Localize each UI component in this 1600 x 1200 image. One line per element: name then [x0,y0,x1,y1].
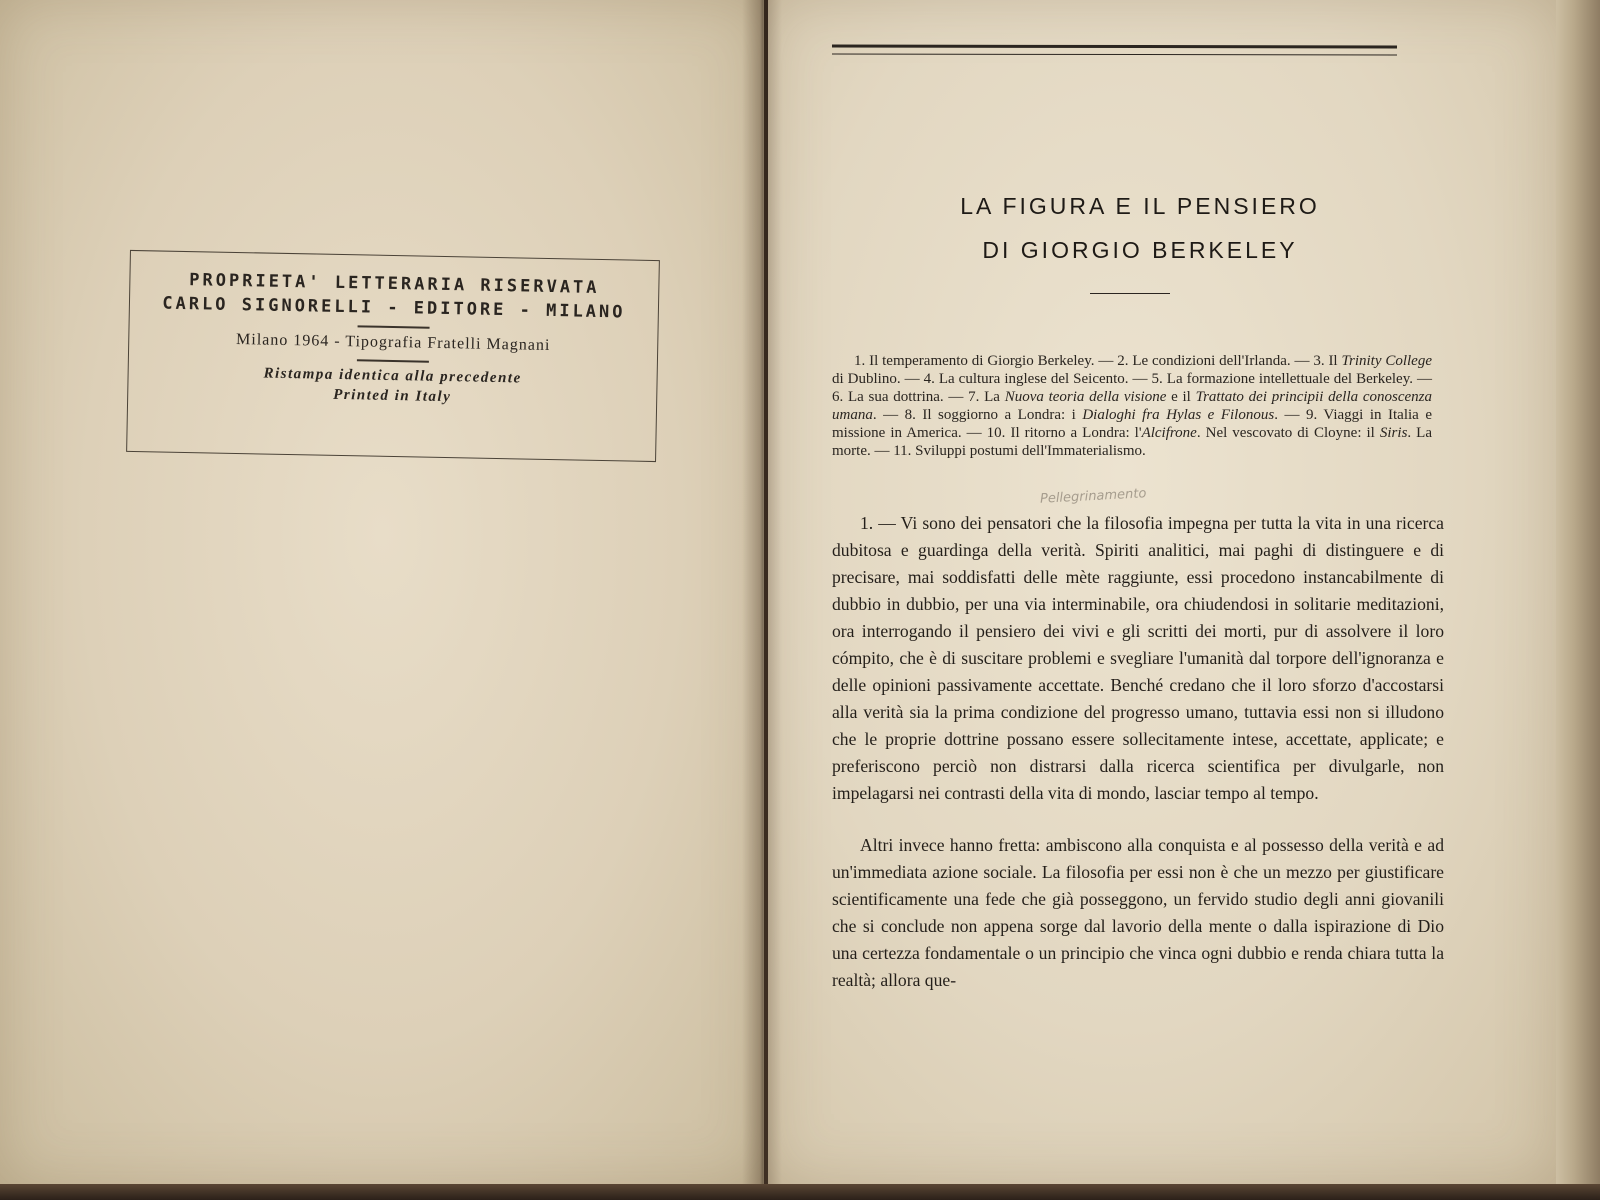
imprint-printer-line: Milano 1964 - Tipografia Fratelli Magnani [235,330,551,355]
header-rule [832,45,1397,56]
imprint-printed-in-line: Printed in Italy [332,386,452,406]
body-paragraph-1: 1. — Vi sono dei pensatori che la filosofia impegna per tutta la vita in una ricerca dubitosa e guardinga della verità. Spiriti analitici, mai paghi di distinguere e di precisare, mai soddisfatti delle mète raggiunte, essi procedono instancabilmente di dubbio in dubbio, per una via interminabile, ora chiudendosi in solitarie meditazioni, ora interrogando il pensiero dei vivi e gli scritti dei morti, pur di assolvere il loro cómpito, che è di suscitare problemi e svegliare l'umanità dal torpore dell'ignoranza e delle opinioni passivamente accettate. Benché credano che il loro sforzo d'accostarsi alla verità sia la prima condizione del progresso umano, tuttavia essi non si illudono che le proprie dottrine possano essere sollecitamente intese, accettate, applicate; e preferiscono perciò non distrarsi dalla ricerca scientifica per divulgarle, non impelagarsi nei contrasti della vita di mondo, lasciar tempo al tempo. [832,513,1444,803]
title-divider [1090,293,1170,294]
body-paragraph-2: Altri invece hanno fretta: ambiscono alla conquista e al possesso della verità e ad un'immediata azione sociale. La filosofia per essi non è che un mezzo per giustificare scientificamente una fede che già posseggono, un fervido studio degli anni giovanili che si conclude non appena sorge dal lavorio della mente o dalla ispirazione di Dio una certezza fondamentale o un principio che vinca ogni dubbio e renda chiara tutta la realtà; allora que- [832,835,1444,990]
imprint-box [126,250,660,462]
chapter-title-line-2: DI GIORGIO BERKELEY [982,237,1298,263]
chapter-title-line-1: LA FIGURA E IL PENSIERO [960,193,1320,219]
chapter-summary: 1. Il temperamento di Giorgio Berkeley. — 2. Le condizioni dell'Irlanda. — 3. Il Trinity College di Dublino. — 4. La cultura inglese del Seicento. — 5. La formazione intellettuale del Berkeley. — 6. La sua dottrina. — 7. La Nuova teoria della visione e il Trattato dei principii della conoscenza umana. — 8. Il soggiorno a Londra: i Dialoghi fra Hylas e Filonous. — 9. Viaggi in Italia e missione in America. — 10. Il ritorno a Londra: l'Alcifrone. Nel vescovato di Cloyne: il Siris. La morte. — 11. Sviluppi postumi dell'Immaterialismo. [832,353,1433,459]
imprint-rights-line: PROPRIETA' LETTERARIA RISERVATA [189,270,600,298]
imprint-reprint-line: Ristampa identica alla precedente [263,365,522,387]
left-page [0,0,764,1186]
book-gutter [742,0,782,1186]
book-bottom-edge [0,1184,1600,1200]
page-edges [1556,0,1600,1200]
imprint-divider [357,359,429,362]
pencil-annotation: Pellegrinamento [1039,486,1147,507]
imprint-divider [358,325,430,328]
imprint-publisher-line: CARLO SIGNORELLI - EDITORE - MILANO [162,293,626,323]
